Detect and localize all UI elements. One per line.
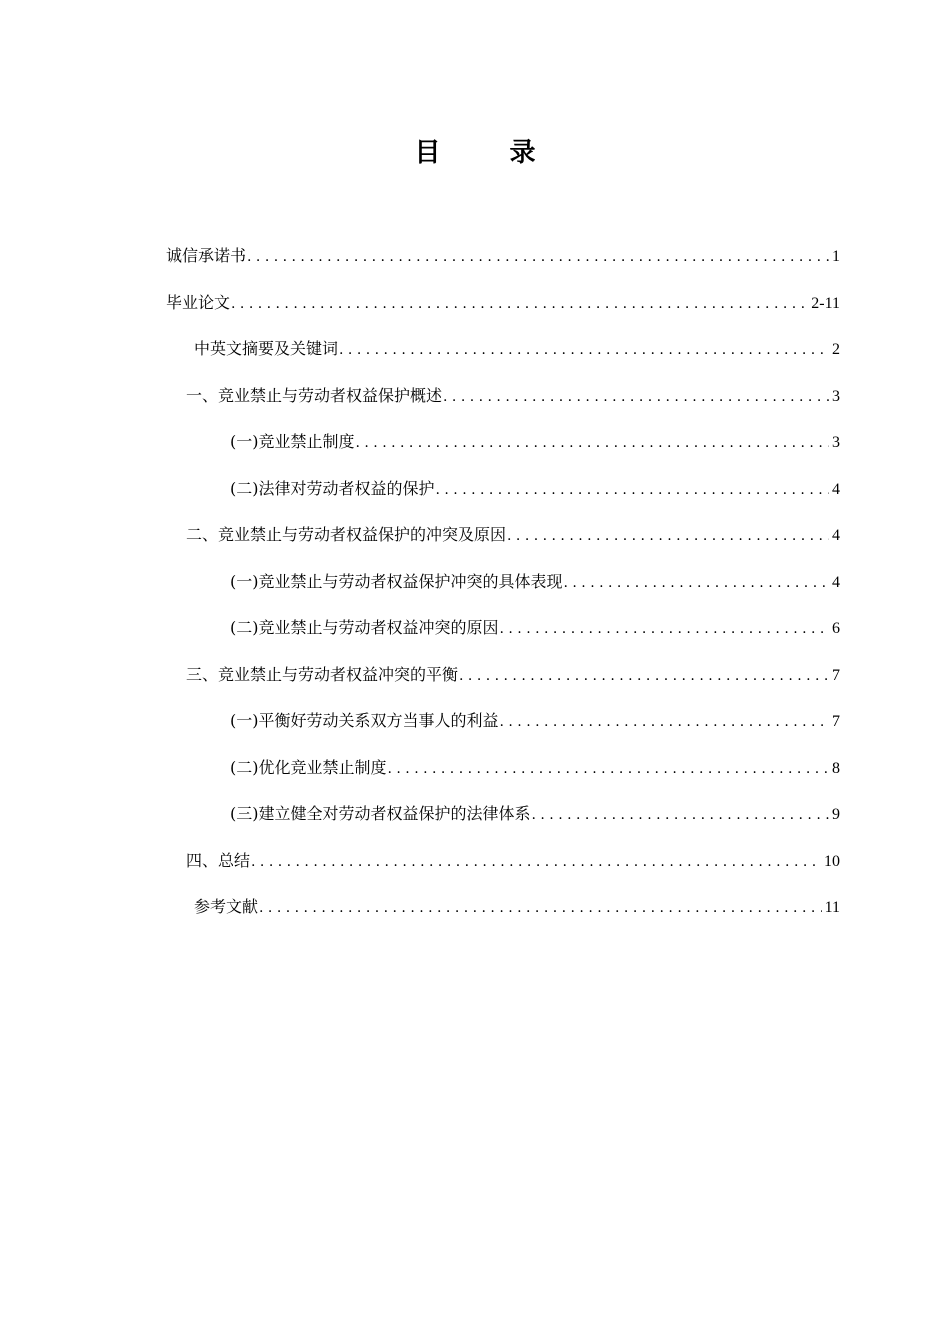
toc-entry-label: (一)竞业禁止与劳动者权益保护冲突的具体表现 — [230, 571, 563, 591]
toc-entry-label: 四、总结 — [186, 850, 251, 870]
toc-entry[interactable] — [166, 287, 840, 334]
toc-dot-leader — [500, 706, 830, 738]
toc-dot-leader — [339, 334, 829, 366]
toc-entry[interactable] — [166, 566, 840, 613]
toc-entry[interactable] — [166, 426, 840, 473]
toc-dot-leader — [436, 474, 830, 506]
toc-dot-leader — [247, 241, 829, 273]
toc-entry[interactable] — [166, 333, 840, 380]
toc-entry[interactable] — [166, 473, 840, 520]
toc-page-number: 3 — [832, 434, 840, 451]
toc-dot-leader — [507, 520, 829, 552]
toc-entry[interactable] — [166, 612, 840, 659]
toc-page-number: 6 — [832, 620, 840, 637]
toc-entry[interactable] — [166, 845, 840, 892]
toc-page-number: 9 — [832, 806, 840, 823]
toc-entry-label: (一)平衡好劳动关系双方当事人的利益 — [230, 711, 499, 730]
toc-entry-label: (二)优化竞业禁止制度 — [230, 757, 387, 777]
toc-entry-label: (二)竞业禁止与劳动者权益冲突的原因 — [230, 618, 499, 637]
toc-entry-label: (一)竞业禁止制度 — [230, 432, 355, 451]
toc-dot-leader — [532, 799, 830, 831]
toc-page-number: 2-11 — [811, 294, 840, 312]
toc-page-number: 8 — [832, 759, 840, 777]
toc-entry[interactable] — [166, 659, 840, 706]
toc-entry-label: 二、竞业禁止与劳动者权益保护的冲突及原因 — [186, 525, 507, 544]
toc-page-number: 4 — [832, 480, 840, 498]
table-of-contents — [166, 240, 840, 938]
toc-dot-leader — [259, 892, 822, 924]
toc-dot-leader — [251, 846, 821, 878]
page-title: 目 录 — [414, 138, 566, 168]
toc-entry[interactable] — [166, 798, 840, 845]
toc-page-number: 4 — [832, 573, 840, 591]
toc-entry-label: (二)法律对劳动者权益的保护 — [230, 478, 435, 498]
toc-page-number: 3 — [832, 387, 840, 405]
toc-entry-label: 毕业论文 — [166, 292, 231, 312]
toc-entry[interactable] — [166, 752, 840, 799]
toc-entry-label: 诚信承诺书 — [166, 246, 247, 265]
toc-dot-leader — [231, 288, 808, 320]
toc-entry[interactable] — [166, 380, 840, 427]
toc-page-number: 10 — [824, 852, 840, 870]
toc-dot-leader — [459, 660, 829, 692]
toc-entry-label: 一、竞业禁止与劳动者权益保护概述 — [186, 385, 443, 405]
toc-entry[interactable] — [166, 891, 840, 938]
toc-dot-leader — [388, 753, 830, 785]
toc-page-number: 1 — [832, 248, 840, 265]
toc-entry[interactable] — [166, 519, 840, 566]
toc-dot-leader — [500, 613, 830, 645]
toc-entry-label: 参考文献 — [194, 897, 259, 916]
toc-entry-label: 三、竞业禁止与劳动者权益冲突的平衡 — [186, 664, 459, 684]
toc-dot-leader — [564, 567, 830, 599]
toc-page-number: 4 — [832, 527, 840, 544]
toc-dot-leader — [443, 381, 829, 413]
toc-page-number: 2 — [832, 341, 840, 358]
toc-entry-label: (三)建立健全对劳动者权益保护的法律体系 — [230, 804, 531, 823]
toc-entry[interactable] — [166, 705, 840, 752]
toc-dot-leader — [356, 427, 830, 459]
toc-entry[interactable] — [166, 240, 840, 287]
toc-page-number: 11 — [824, 899, 840, 916]
toc-page-number: 7 — [832, 713, 840, 730]
toc-entry-label: 中英文摘要及关键词 — [194, 339, 339, 358]
toc-page-number: 7 — [832, 666, 840, 684]
